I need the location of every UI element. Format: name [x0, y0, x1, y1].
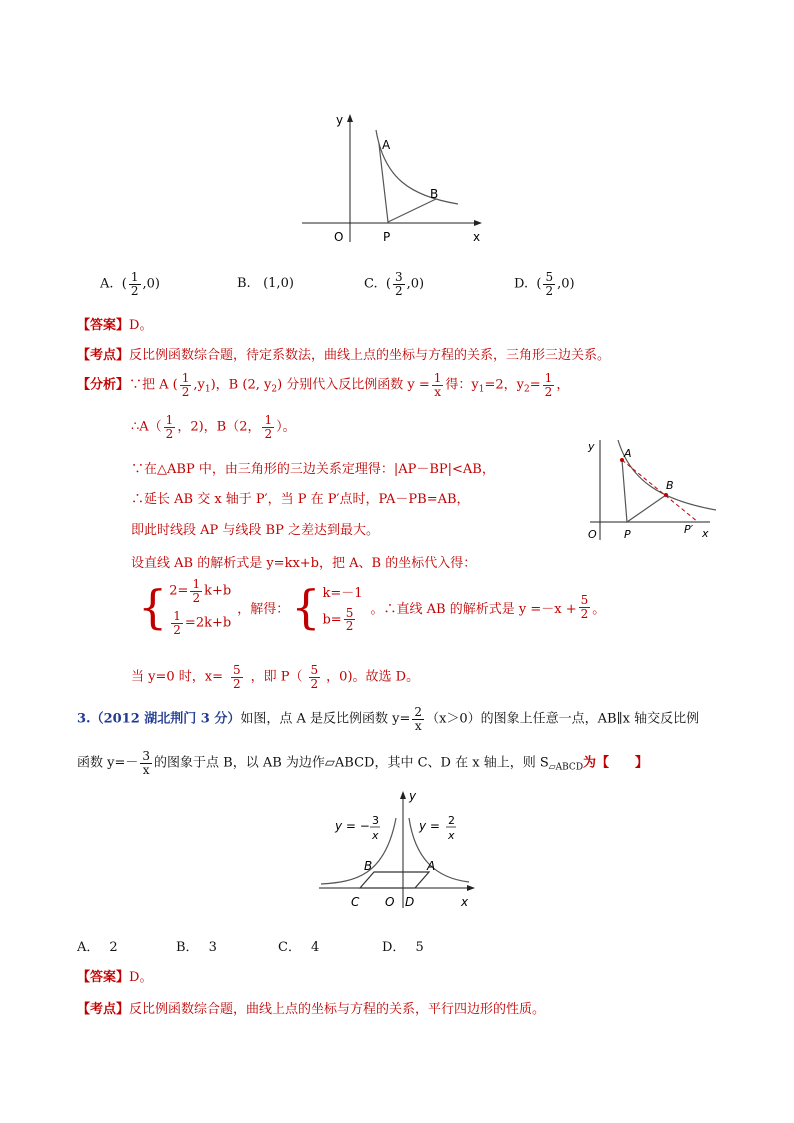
- q2-option-c[interactable]: C. ( $\frac{3}{2}$ ,0): [364, 270, 425, 298]
- q2-answer: [77, 314, 152, 333]
- q3-kaodian: [77, 998, 545, 1017]
- left-eq-numerator: 3: [372, 814, 379, 827]
- point-c-label: C: [351, 895, 360, 909]
- triangle-abp: [379, 144, 439, 222]
- answer-tag: 【答案】: [77, 318, 130, 333]
- q3-option-a[interactable]: A． 2: [77, 940, 118, 955]
- x-axis-label: x: [473, 230, 481, 244]
- point-b-label: B: [430, 187, 439, 201]
- point-b-label: B: [666, 479, 674, 492]
- origin-label: O: [385, 895, 395, 909]
- x-axis-arrow-icon: [467, 885, 475, 891]
- analysis-graph-figure: [580, 436, 720, 546]
- q2-graph-figure: [300, 110, 490, 245]
- q3-source: （2012 湖北荆门 3 分）: [90, 711, 241, 727]
- point-a-label: A: [624, 447, 632, 460]
- point-p-prime-label: P′: [684, 523, 694, 536]
- answer-text: D。: [129, 970, 153, 985]
- q2-kaodian: [77, 344, 610, 363]
- analysis-line-2: ∴A（ $\frac{1}{2}$ ，2)，B（2， $\frac{1}{2}$ ）。: [131, 413, 296, 441]
- point-p-label: P: [624, 528, 631, 541]
- q2-option-d[interactable]: D. ( $\frac{5}{2}$ ,0): [514, 270, 575, 298]
- analysis-line-3: ∵在△ABP 中，由三角形的三边关系定理得：|AP－BP|<AB，: [131, 462, 495, 477]
- answer-text: D。: [129, 318, 153, 333]
- x-axis-label: x: [702, 527, 709, 540]
- q3-number: 3.: [77, 711, 91, 727]
- analysis-line-8: 当 y=0 时，x= $\frac{5}{2}$ ，即 P（ $\frac{5}{2}$ ，0)。故选 D。: [131, 663, 420, 691]
- equation-system: { 2= $\frac{1}{2}$ k+b $\frac{1}{2}$ =2k+b ，解得： { k=－1 b= $\frac{5}{2}$ 。∴直线 AB 的解析式是 y =－x + $\frac{5}{2}$ 。: [138, 577, 606, 637]
- point-b-label: B: [364, 859, 373, 873]
- y-axis-arrow-icon: [347, 114, 353, 122]
- hyperbola-curve: [618, 440, 716, 510]
- kaodian-text: 反比例函数综合题，曲线上点的坐标与方程的关系，平行四边形的性质。: [129, 1002, 546, 1017]
- q3-option-b[interactable]: B． 3: [176, 940, 217, 955]
- q3-stem-line-1: 3.（2012 湖北荆门 3 分）如图，点 A 是反比例函数 y= $\frac{2}{x}$ （x＞0）的图象上任意一点，AB∥x 轴交反比例: [77, 705, 700, 733]
- right-eq-numerator: 2: [448, 814, 455, 827]
- origin-label: O: [588, 528, 597, 541]
- q3-option-d[interactable]: D． 5: [382, 940, 424, 955]
- analysis-line-5: 即此时线段 AP 与线段 BP 之差达到最大。: [131, 523, 379, 538]
- y-axis-label: y: [409, 789, 417, 803]
- kaodian-text: 反比例函数综合题，待定系数法，曲线上点的坐标与方程的关系，三角形三边关系。: [129, 348, 611, 363]
- origin-label: O: [334, 230, 344, 244]
- left-equation-label: y = −: [335, 819, 370, 833]
- extended-line-ab: [622, 460, 698, 522]
- kaodian-tag: 【考点】: [77, 1002, 130, 1017]
- right-eq-denominator: x: [448, 829, 455, 842]
- analysis-line-1: 【分析】∵把 A ( $\frac{1}{2}$ $,y_1$)，B (2, $y_2$) 分别代入反比例函数 y = $\frac{1}{x}$ 得：$y_1=2$，$y_2=$ $\frac{1}{2}$ ，: [77, 371, 570, 399]
- q2-option-b[interactable]: B. (1,0): [237, 276, 294, 291]
- point-b-dot: [664, 493, 668, 497]
- q3-graph-figure: [315, 788, 480, 913]
- q3-stem-line-2: 函数 y=－ $\frac{3}{x}$ 的图象于点 B，以 AB 为边作▱ABCD，其中 C、D 在 x 轴上，则 $S_{▱ABCD}$为【 】: [77, 749, 649, 777]
- point-d-label: D: [405, 895, 415, 909]
- kaodian-tag: 【考点】: [77, 348, 130, 363]
- y-axis-label: y: [336, 113, 344, 127]
- parallelogram-abcd: [360, 872, 429, 888]
- q3-option-c[interactable]: C． 4: [278, 940, 320, 955]
- y-axis-arrow-icon: [400, 791, 406, 799]
- fenxi-tag: 【分析】: [77, 377, 130, 393]
- answer-tag: 【答案】: [77, 970, 130, 985]
- point-p-label: P: [383, 230, 391, 244]
- point-a-label: A: [382, 138, 391, 152]
- x-axis-arrow-icon: [474, 220, 482, 226]
- x-axis-label: x: [461, 895, 469, 909]
- analysis-line-6: 设直线 AB 的解析式是 y=kx+b，把 A、B 的坐标代入得：: [131, 556, 477, 571]
- y-axis-label: y: [588, 440, 595, 453]
- q2-option-a[interactable]: A. ( $\frac{1}{2}$ ,0): [100, 270, 160, 298]
- triangle-abp: [622, 460, 666, 522]
- point-a-label: A: [427, 859, 436, 873]
- right-equation-label: y =: [419, 819, 440, 833]
- q3-answer: [77, 966, 152, 985]
- left-eq-denominator: x: [372, 829, 379, 842]
- analysis-line-4: ∴延长 AB 交 x 轴于 P′，当 P 在 P′点时，PA－PB=AB，: [131, 492, 470, 507]
